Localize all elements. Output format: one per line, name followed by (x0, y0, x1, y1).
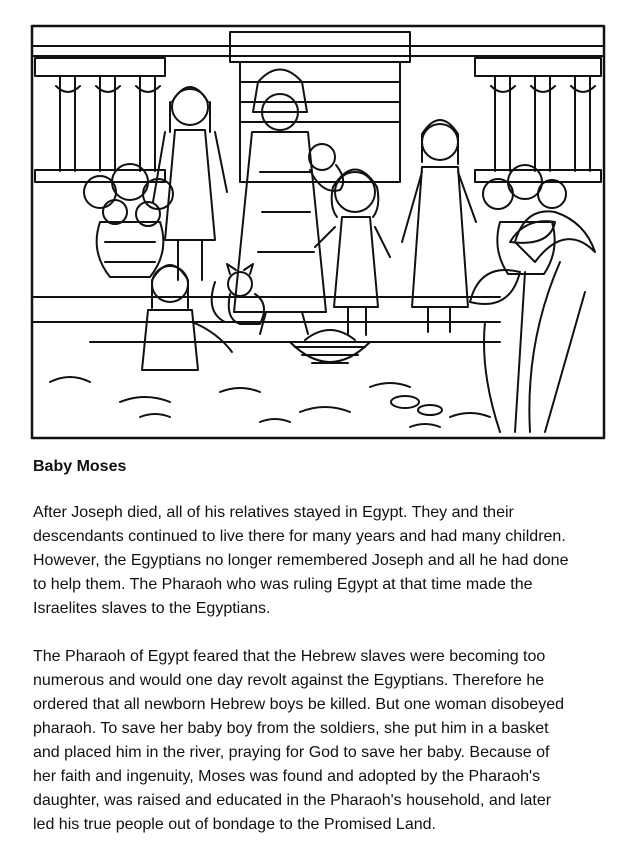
moses-basket (290, 330, 370, 363)
coloring-page-illustration (30, 22, 608, 442)
story-title: Baby Moses (33, 458, 127, 475)
right-columns (475, 58, 601, 182)
story-paragraph-2: The Pharaoh of Egypt feared that the Hebrew slaves were becoming too numerous and would one day revolt against the Egyptians. Therefore he ordered that all newborn Hebrew boys be killed. But one woman disobeyed pharaoh. To save her baby boy from the soldiers, she put him in a basket and placed him in the river, praying for God to save her baby. Because of her faith and ingenuity, Moses was found and adopted by the Pharaoh's daughter, was raised and educated in the Pharaoh's household, and later led his true people out of bondage to the Promised Land. (33, 648, 564, 833)
cat (212, 264, 264, 324)
servant-woman-right (402, 120, 476, 332)
story-text (33, 455, 623, 861)
river-bank (32, 297, 500, 342)
left-columns (35, 58, 165, 182)
palace-doorway (230, 32, 410, 182)
left-vase-plant (84, 164, 173, 277)
story-paragraph-1: After Joseph died, all of his relatives stayed in Egypt. They and their descendants continued to live there for many years and had many children. However, the Egyptians no longer remembered Joseph and all he had done to help them. The Pharaoh who was ruling Egypt at that time made the Israelites slaves to the Egyptians. (33, 504, 569, 617)
servant-woman-left (153, 87, 227, 280)
river-water (50, 377, 490, 427)
